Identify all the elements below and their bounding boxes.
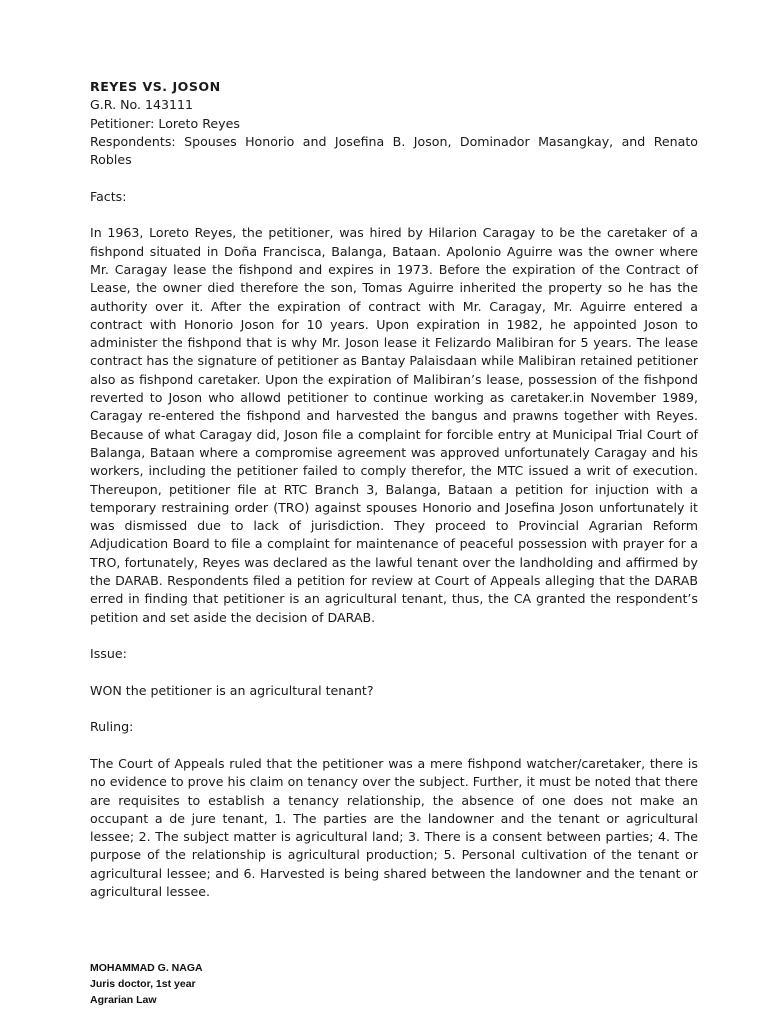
case-title: REYES VS. JOSON (90, 79, 221, 94)
spacer (90, 664, 698, 682)
author-footer (90, 960, 203, 1008)
spacer (90, 737, 698, 755)
facts-heading: Facts: (90, 188, 127, 204)
case-gr-number: G.R. No. 143111 (90, 97, 194, 113)
author-course: Agrarian Law (90, 994, 157, 1006)
spacer (90, 627, 698, 645)
document-page (90, 78, 698, 901)
case-petitioner: Petitioner: Loreto Reyes (90, 115, 240, 131)
spacer (90, 700, 698, 718)
spacer (90, 169, 698, 187)
issue-heading: Issue: (90, 646, 127, 662)
facts-body: In 1963, Loreto Reyes, the petitioner, was hired by Hilarion Caragay to be the caretaker of a fishpond situated in Doña Francisca, Balanga, Bataan. Apolonio Aguirre was the owner where Mr. Caragay lease the fishpond and expires in 1973. Before the expiration of the Contract of Lease, the owner died therefore the son, Tomas Aguirre inherited the property so he has the authority over it. After the expiration of contract with Mr. Caragay, Mr. Aguirre entered a contract with Honorio Joson for 10 years. Upon expiration in 1982, he appointed Joson to administer the fishpond that is why Mr. Joson lease it Felizardo Malibiran for 5 years. The lease contract has the signature of petitioner as Bantay Palaisdaan while Malibiran retained petitioner also as fishpond caretaker. Upon the expiration of Malibiran’s lease, possession of the fishpond reverted to Joson who allowd petitioner to continue working as caretaker.in November 1989, Caragay re-entered the fishpond and harvested the bangus and prawns together with Reyes. Because of what Caragay did, Joson file a complaint for forcible entry at Municipal Trial Court of Balanga, Bataan where a compromise agreement was approved unfortunately Caragay and his workers, including the petitioner failed to comply therefor, the MTC issued a writ of execution. Thereupon, petitioner file at RTC Branch 3, Balanga, Bataan a petition for injuction with a temporary restraining order (TRO) against spouses Honorio and Josefina Joson unfortunately it was dismissed due to lack of jurisdiction. They proceed to Provincial Agrarian Reform Adjudication Board to file a complaint for maintenance of peaceful possession with prayer for a TRO, fortunately, Reyes was declared as the lawful tenant over the landholding and affirmed by the DARAB. Respondents filed a petition for review at Court of Appeals alleging that the DARAB erred in finding that petitioner is an agricultural tenant, thus, the CA granted the respondent’s petition and set aside the decision of DARAB. (90, 225, 698, 625)
issue-body: WON the petitioner is an agricultural tenant? (90, 682, 374, 698)
ruling-heading: Ruling: (90, 719, 134, 735)
ruling-body: The Court of Appeals ruled that the petitioner was a mere fishpond watcher/caretaker, there is no evidence to prove his claim on tenancy over the subject. Further, it must be noted that there are requisites to establish a tenancy relationship, the absence of one does not make an occupant a de jure tenant, 1. The parties are the landowner and the tenant or agricultural lessee; 2. The subject matter is agricultural land; 3. There is a consent between parties; 4. The purpose of the relationship is agricultural production; 5. Personal cultivation of the tenant or agricultural lessee; and 6. Harvested is being shared between the landowner and the tenant or agricultural lessee. (90, 755, 698, 900)
author-program: Juris doctor, 1st year (90, 978, 196, 990)
case-respondents: Respondents: Spouses Honorio and Josefina B. Joson, Dominador Masangkay, and Renato Robles (90, 133, 698, 168)
spacer (90, 206, 698, 224)
author-name: MOHAMMAD G. NAGA (90, 962, 203, 974)
